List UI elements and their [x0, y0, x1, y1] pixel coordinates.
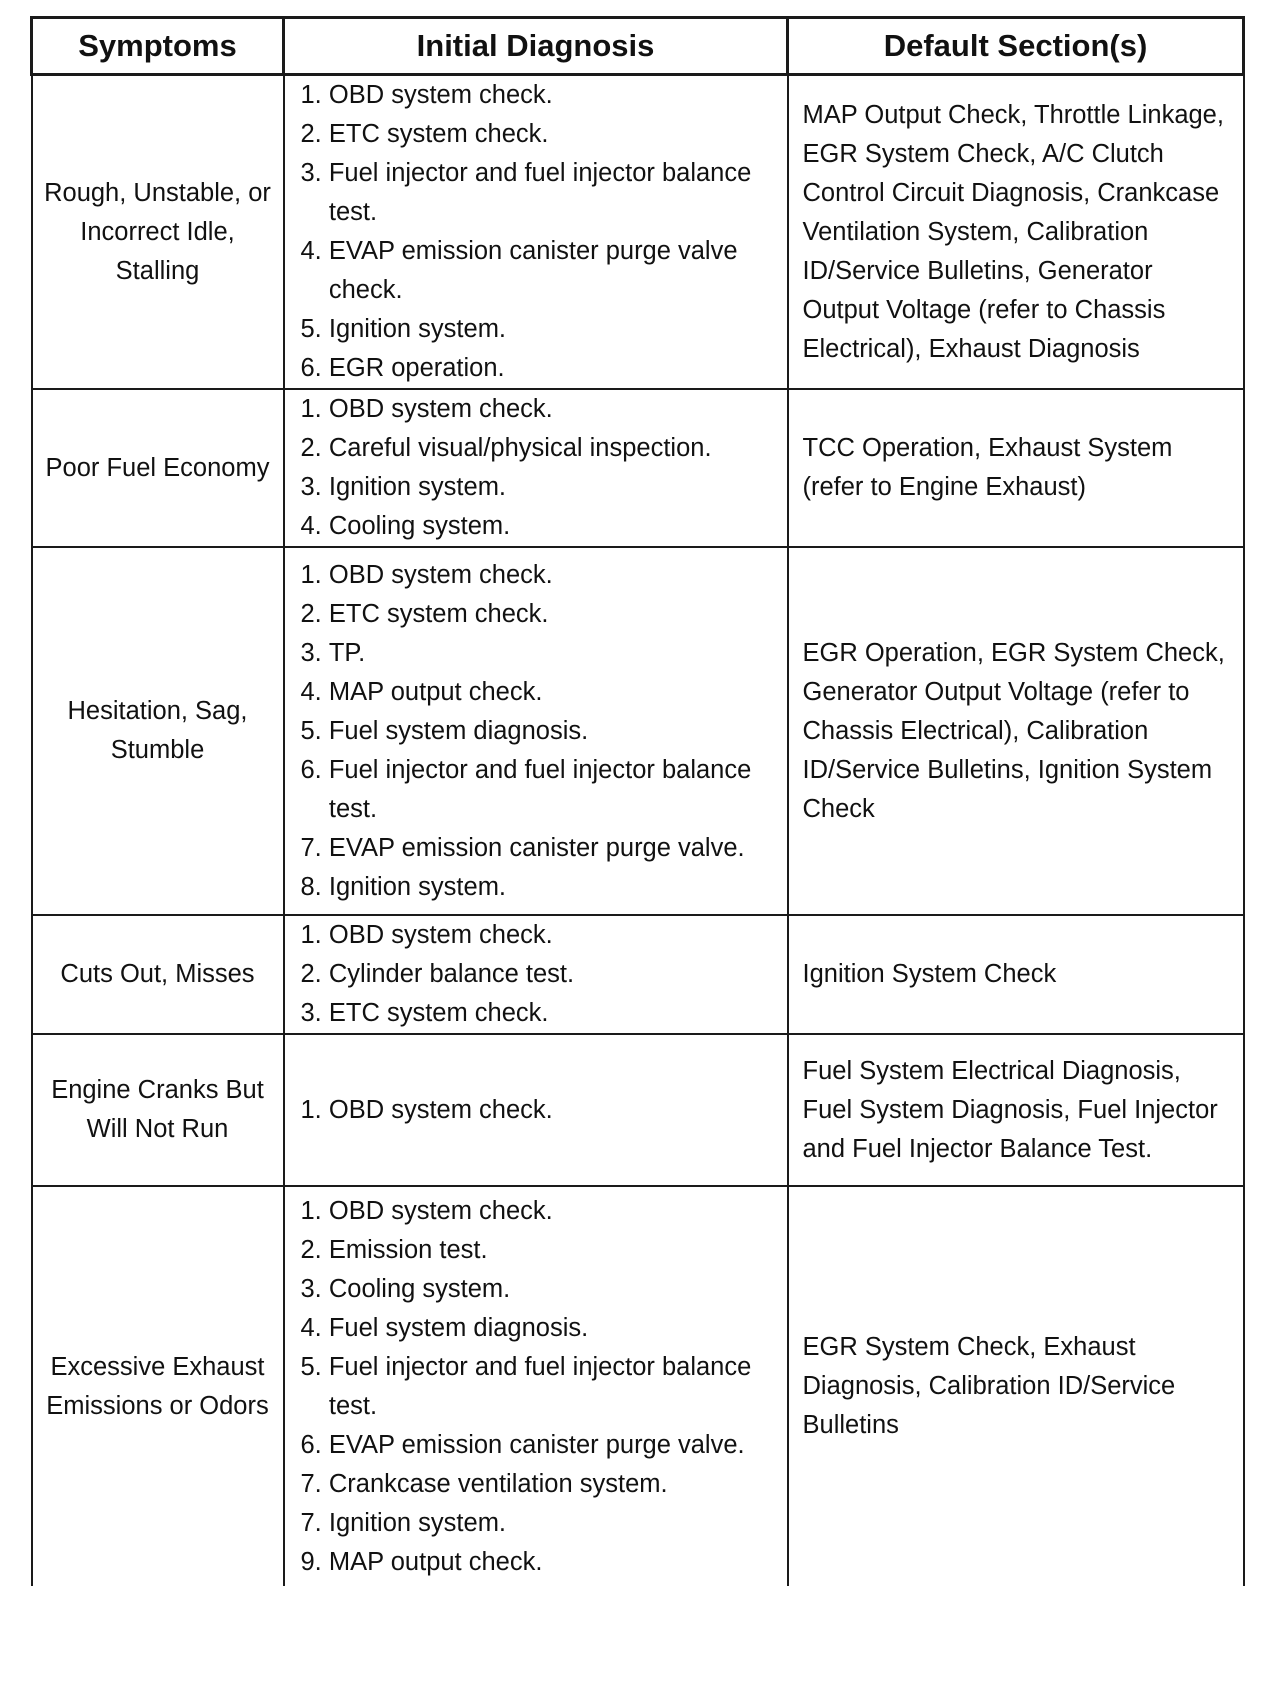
diagnosis-step [301, 1270, 775, 1309]
diagnosis-step [301, 868, 775, 907]
step-text: Emission test. [328, 1235, 488, 1264]
step-text: Crankcase ventilation system. [328, 1469, 668, 1498]
step-text: EVAP emission canister purge valve. [328, 833, 745, 862]
default-sections-cell: EGR System Check, Exhaust Diagnosis, Calibration ID/Service Bulletins [788, 1186, 1244, 1586]
step-number: 5. [300, 315, 329, 343]
step-text: TP. [328, 638, 366, 667]
initial-diagnosis-cell [284, 1034, 788, 1186]
step-text: Fuel injector and fuel injector balance test. [328, 159, 752, 226]
initial-diagnosis-cell [284, 1186, 788, 1586]
diagnosis-step [301, 751, 775, 829]
step-text: EVAP emission canister purge valve check. [328, 237, 738, 304]
step-number: 6. [300, 354, 329, 382]
step-number: 1. [300, 560, 329, 589]
header-default-sections: Default Section(s) [788, 18, 1244, 75]
diagnosis-step [301, 310, 775, 349]
step-number: 3. [300, 159, 329, 187]
step-number: 9. [300, 1547, 329, 1576]
diagnosis-step [301, 712, 775, 751]
diagnosis-step [301, 556, 775, 595]
step-text: EGR operation. [328, 354, 505, 382]
header-row [32, 18, 1244, 75]
step-number: 3. [300, 1274, 329, 1303]
step-number: 2. [300, 960, 329, 988]
symptom-cell: Engine Cranks But Will Not Run [32, 1034, 284, 1186]
initial-diagnosis-cell [284, 547, 788, 915]
table-body [32, 75, 1244, 1587]
default-sections-cell: EGR Operation, EGR System Check, Generator Output Voltage (refer to Chassis Electrical), Calibration ID/Service Bulletins, Ignition System Check [788, 547, 1244, 915]
default-sections-cell: Fuel System Electrical Diagnosis, Fuel System Diagnosis, Fuel Injector and Fuel Injector Balance Test. [788, 1034, 1244, 1186]
step-number: 7. [300, 1469, 329, 1498]
diagnosis-step [301, 76, 775, 115]
initial-diagnosis-cell [284, 389, 788, 547]
symptom-cell: Cuts Out, Misses [32, 915, 284, 1034]
step-number: 2. [300, 120, 329, 148]
step-number: 4. [300, 512, 329, 540]
step-text: ETC system check. [328, 120, 549, 148]
diagnosis-step [301, 1504, 775, 1543]
step-text: Fuel injector and fuel injector balance test. [328, 755, 752, 823]
diagnosis-step [301, 1348, 775, 1426]
step-text: Fuel system diagnosis. [328, 716, 589, 745]
diagnosis-step [301, 1192, 775, 1231]
header-initial-diagnosis: Initial Diagnosis [284, 18, 788, 75]
step-text: Cooling system. [328, 512, 511, 540]
step-number: 4. [300, 1313, 329, 1342]
step-text: MAP output check. [328, 1547, 543, 1576]
table-row [32, 915, 1244, 1034]
diagnosis-step [301, 154, 775, 232]
table-row [32, 1186, 1244, 1586]
step-number: 6. [300, 755, 329, 784]
diagnosis-step [301, 595, 775, 634]
diagnosis-step [301, 468, 775, 507]
step-text: Ignition system. [328, 473, 507, 501]
step-text: Fuel system diagnosis. [328, 1313, 589, 1342]
step-number: 4. [300, 237, 329, 265]
step-number: 3. [300, 473, 329, 501]
diagnosis-step [301, 232, 775, 310]
step-number: 2. [300, 434, 329, 462]
step-number: 2. [300, 599, 329, 628]
symptom-cell: Excessive Exhaust Emissions or Odors [32, 1186, 284, 1586]
step-text: Cylinder balance test. [328, 960, 575, 988]
diagnosis-step [301, 673, 775, 712]
diagnosis-step [301, 955, 775, 994]
step-text: Ignition system. [328, 315, 507, 343]
step-text: EVAP emission canister purge valve. [328, 1430, 745, 1459]
default-sections-cell: TCC Operation, Exhaust System (refer to Engine Exhaust) [788, 389, 1244, 547]
step-number: 1. [300, 1095, 329, 1124]
diagnosis-step [301, 390, 775, 429]
default-sections-cell: Ignition System Check [788, 915, 1244, 1034]
step-number: 1. [300, 395, 329, 423]
step-text: ETC system check. [328, 999, 549, 1027]
diagnosis-step [301, 829, 775, 868]
step-text: OBD system check. [328, 921, 553, 949]
table-row [32, 547, 1244, 915]
diagnosis-step [301, 507, 775, 546]
step-number: 7. [300, 833, 329, 862]
step-number: 4. [300, 677, 329, 706]
step-text: MAP output check. [328, 677, 543, 706]
diagnosis-step [301, 1543, 775, 1582]
diagnosis-step [301, 429, 775, 468]
step-text: ETC system check. [328, 599, 549, 628]
step-number: 3. [300, 999, 329, 1027]
step-text: Fuel injector and fuel injector balance test. [328, 1352, 752, 1420]
initial-diagnosis-cell [284, 75, 788, 390]
diagnosis-step [301, 1426, 775, 1465]
diagnosis-step [301, 1465, 775, 1504]
diagnosis-step [301, 1309, 775, 1348]
table-row [32, 1034, 1244, 1186]
step-number: 1. [300, 81, 329, 109]
symptom-cell: Poor Fuel Economy [32, 389, 284, 547]
step-text: Cooling system. [328, 1274, 511, 1303]
step-number: 1. [300, 921, 329, 949]
step-text: OBD system check. [328, 1196, 553, 1225]
step-number: 7. [300, 1508, 329, 1537]
default-sections-cell: MAP Output Check, Throttle Linkage, EGR System Check, A/C Clutch Control Circuit Diagnosis, Crankcase Ventilation System, Calibration ID/Service Bulletins, Generator Output Voltage (refer to Chassis Electrical), Exhaust Diagnosis [788, 75, 1244, 390]
table-row [32, 75, 1244, 390]
diagnosis-step [301, 115, 775, 154]
step-text: Careful visual/physical inspection. [328, 434, 712, 462]
step-number: 5. [300, 1352, 329, 1381]
step-text: OBD system check. [328, 1095, 553, 1124]
diagnosis-table [30, 16, 1245, 1586]
diagnosis-step [301, 916, 775, 955]
step-text: Ignition system. [328, 1508, 507, 1537]
step-number: 8. [300, 872, 329, 901]
step-text: OBD system check. [328, 560, 553, 589]
step-text: OBD system check. [328, 395, 553, 423]
diagnosis-table-container [30, 16, 1242, 1586]
header-symptoms: Symptoms [32, 18, 284, 75]
step-number: 3. [300, 638, 329, 667]
diagnosis-step [301, 994, 775, 1033]
step-number: 6. [300, 1430, 329, 1459]
diagnosis-step [301, 1231, 775, 1270]
step-number: 5. [300, 716, 329, 745]
step-text: OBD system check. [328, 81, 553, 109]
step-number: 1. [300, 1196, 329, 1225]
diagnosis-step [301, 349, 775, 388]
diagnosis-step [301, 634, 775, 673]
step-number: 2. [300, 1235, 329, 1264]
initial-diagnosis-cell [284, 915, 788, 1034]
step-text: Ignition system. [328, 872, 507, 901]
diagnosis-step [301, 1091, 775, 1130]
symptom-cell: Rough, Unstable, or Incorrect Idle, Stalling [32, 75, 284, 390]
symptom-cell: Hesitation, Sag, Stumble [32, 547, 284, 915]
table-row [32, 389, 1244, 547]
